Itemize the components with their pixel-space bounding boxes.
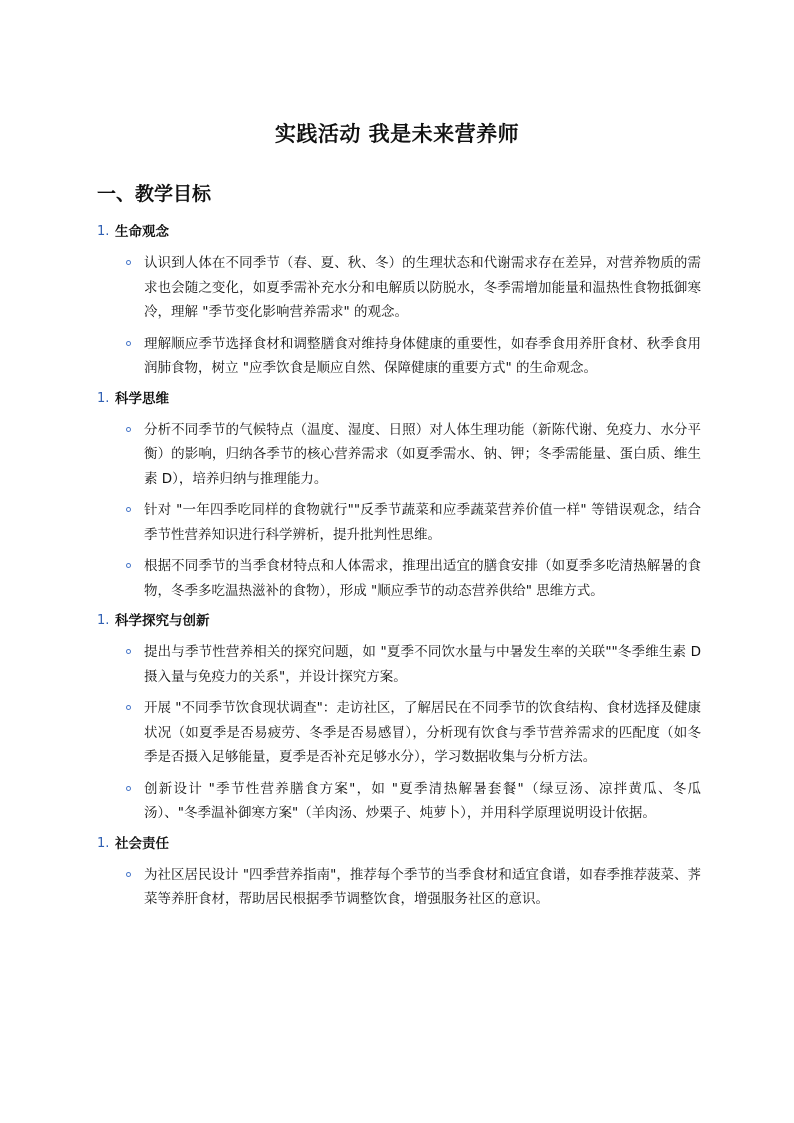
- hollow-circle-bullet-icon: [126, 649, 131, 654]
- hollow-circle-bullet-icon: [126, 705, 131, 710]
- list-item: [97, 498, 701, 547]
- bullet-list: [97, 251, 701, 381]
- list-item: [97, 554, 701, 603]
- objective-group-life-concept: [97, 221, 701, 381]
- group-title: 科学探究与创新: [115, 613, 210, 629]
- list-item-text: 开展 "不同季节饮食现状调查"：走访社区，了解居民在不同季节的饮食结构、食材选择及健康状况（如夏季是否易疲劳、冬季是否易感冒），分析现有饮食与季节营养需求的匹配度（如冬季是否摄入足够能量，夏季是否补充足够水分），学习数据收集与分析方法。: [144, 700, 701, 765]
- list-item: [97, 418, 701, 492]
- hollow-circle-bullet-icon: [126, 563, 131, 568]
- objective-group-inquiry-innovation: [97, 610, 701, 826]
- group-title-row: [97, 610, 701, 632]
- document-title: 实践活动 我是未来营养师: [274, 122, 520, 146]
- list-item-text: 为社区居民设计 "四季营养指南"，推荐每个季节的当季食材和适宜食谱，如春季推荐菠菜、荠菜等养肝食材，帮助居民根据季节调整饮食，增强服务社区的意识。: [144, 866, 701, 907]
- list-item: [97, 332, 701, 381]
- bullet-list: [97, 418, 701, 604]
- list-item: [97, 863, 701, 912]
- list-item-text: 认识到人体在不同季节（春、夏、秋、冬）的生理状态和代谢需求存在差异，对营养物质的需求也会随之变化，如夏季需补充水分和电解质以防脱水，冬季需增加能量和温热性食物抵御寒冷，理解 "季节变化影响营养需求" 的观念。: [144, 255, 701, 320]
- hollow-circle-bullet-icon: [126, 507, 131, 512]
- hollow-circle-bullet-icon: [126, 427, 131, 432]
- hollow-circle-bullet-icon: [126, 872, 131, 877]
- group-title-row: [97, 221, 701, 243]
- objective-group-scientific-thinking: [97, 388, 701, 604]
- list-item-text: 创新设计 "季节性营养膳食方案"，如 "夏季清热解暑套餐"（绿豆汤、凉拌黄瓜、冬瓜汤）、"冬季温补御寒方案"（羊肉汤、炒栗子、炖萝卜），并用科学原理说明设计依据。: [144, 780, 701, 821]
- bullet-list: [97, 863, 701, 912]
- list-item: [97, 777, 701, 826]
- list-item-text: 提出与季节性营养相关的探究问题，如 "夏季不同饮水量与中暑发生率的关联""冬季维生素 D 摄入量与免疫力的关系"，并设计探究方案。: [144, 644, 701, 685]
- list-item: [97, 640, 701, 689]
- objective-group-social-responsibility: [97, 833, 701, 912]
- group-title-row: [97, 388, 701, 410]
- list-number: 1.: [97, 613, 110, 628]
- list-item-text: 针对 "一年四季吃同样的食物就行""反季节蔬菜和应季蔬菜营养价值一样" 等错误观念，结合季节性营养知识进行科学辨析，提升批判性思维。: [144, 502, 701, 543]
- list-number: 1.: [97, 390, 110, 406]
- list-item: [97, 696, 701, 770]
- section-heading: 一、教学目标: [97, 183, 212, 205]
- objectives-list: [97, 221, 701, 919]
- list-item: [97, 251, 701, 325]
- bullet-list: [97, 640, 701, 826]
- group-title: 生命观念: [115, 224, 169, 240]
- list-item-text: 理解顺应季节选择食材和调整膳食对维持身体健康的重要性，如春季食用养肝食材、秋季食用润肺食物，树立 "应季饮食是顺应自然、保障健康的重要方式" 的生命观念。: [144, 335, 701, 376]
- list-number: 1.: [97, 224, 110, 239]
- group-title: 科学思维: [115, 390, 169, 407]
- hollow-circle-bullet-icon: [126, 341, 131, 346]
- list-number: 1.: [97, 835, 110, 851]
- group-title-row: [97, 833, 701, 855]
- group-title: 社会责任: [115, 835, 169, 852]
- list-item-text: 根据不同季节的当季食材特点和人体需求，推理出适宜的膳食安排（如夏季多吃清热解暑的食物，冬季多吃温热滋补的食物），形成 "顺应季节的动态营养供给" 思维方式。: [144, 558, 701, 599]
- list-item-text: 分析不同季节的气候特点（温度、湿度、日照）对人体生理功能（新陈代谢、免疫力、水分平衡）的影响，归纳各季节的核心营养需求（如夏季需水、钠、钾；冬季需能量、蛋白质、维生素 D），培养归纳与推理能力。: [144, 421, 701, 487]
- hollow-circle-bullet-icon: [126, 260, 131, 265]
- hollow-circle-bullet-icon: [126, 786, 131, 791]
